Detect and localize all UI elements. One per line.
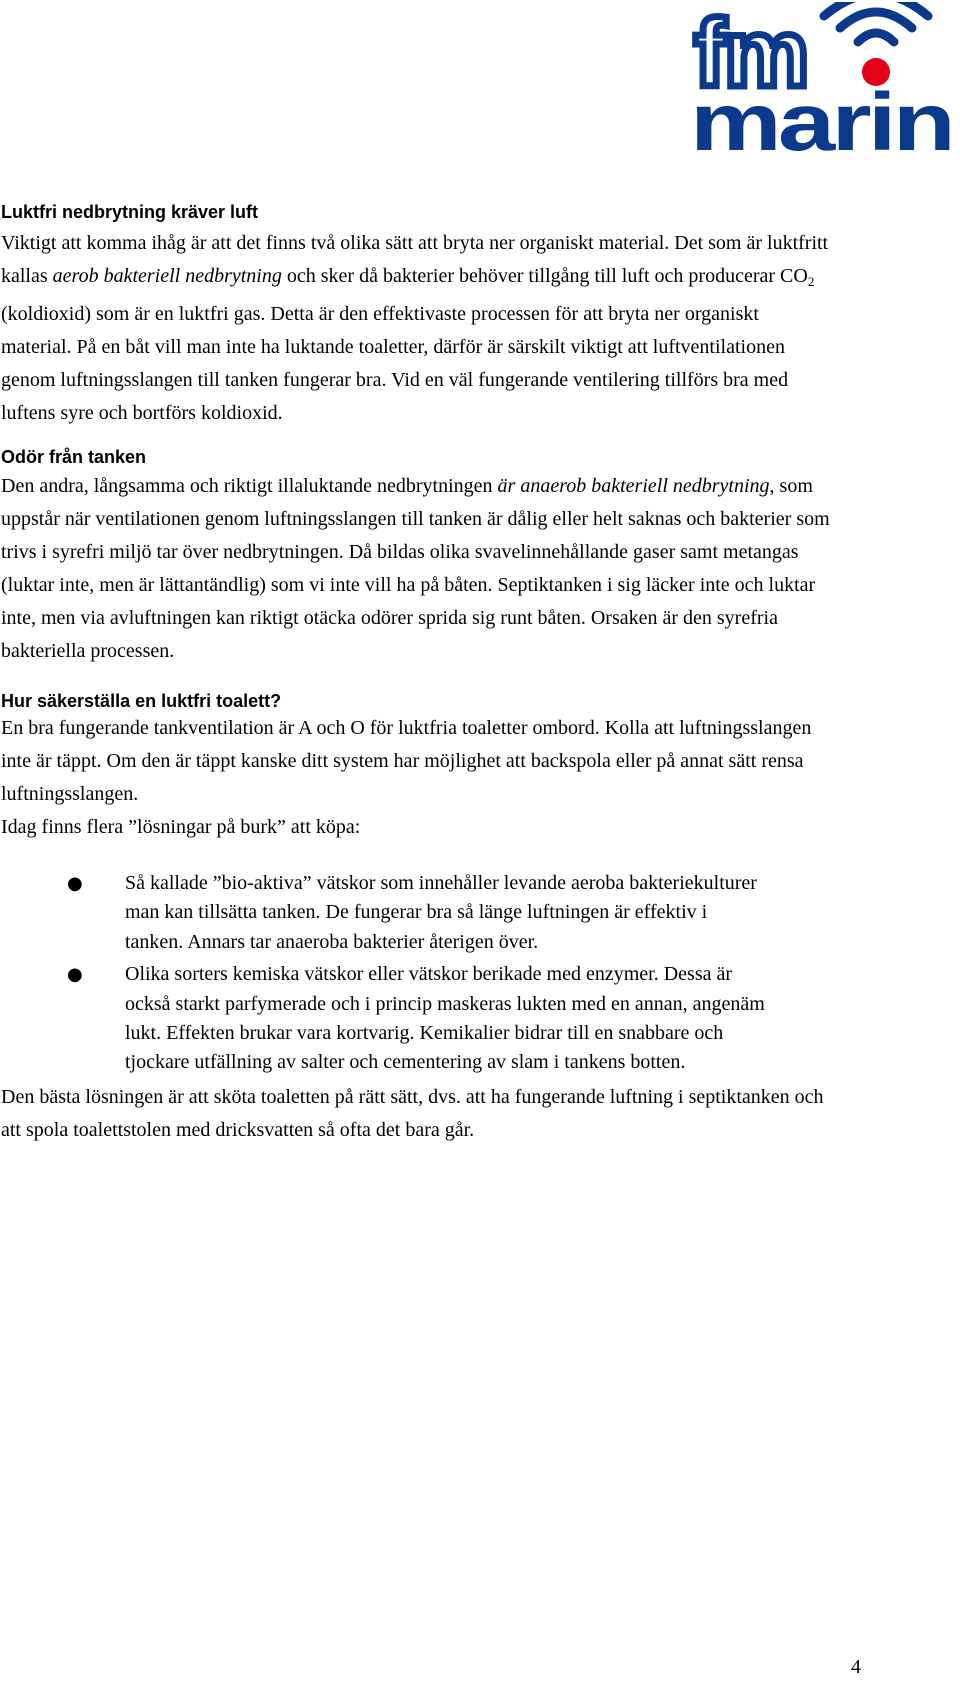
list-item	[1, 960, 765, 1078]
fm-marin-logo-graphic	[690, 2, 954, 158]
document-body	[1, 201, 831, 1147]
emphasis-text: aerob bakteriell nedbrytning	[52, 265, 282, 287]
paragraph: Den bästa lösningen är att sköta toaletten på rätt sätt, dvs. att ha fungerande luftning i septiktanken och att spola toalettstolen med dricksvatten så ofta det bara går.	[1, 1085, 824, 1141]
section-heading: Hur säkerställa en luktfri toalett?	[1, 691, 282, 711]
fm-marin-logo	[690, 2, 954, 158]
section-solution	[1, 690, 831, 1147]
subscript: 2	[807, 274, 815, 289]
paragraph	[1, 227, 831, 430]
logo-text-marin: marin	[690, 77, 952, 158]
text-run: Den andra, långsamma och riktigt illaluktande nedbrytningen	[1, 475, 498, 497]
text-run: och sker då bakterier behöver tillgång till luft och producerar CO	[281, 265, 808, 287]
section-heading: Luktfri nedbrytning kräver luft	[1, 202, 259, 222]
bullet-icon: ●	[67, 964, 83, 986]
list-intro: Idag finns flera ”lösningar på burk” att köpa:	[1, 816, 361, 838]
section-odor	[1, 446, 831, 668]
list-item-text: Olika sorters kemiska vätskor eller vätskor berikade med enzymer. Dessa är också starkt parfymerade och i princip maskeras lukten med en annan, angenäm lukt. Effekten brukar vara kortvarig. Kemikalier bidrar till en snabbare och tjockare utfällning av salter och cementering av slam i tankens botten.	[125, 963, 765, 1074]
signal-waves-icon	[824, 2, 928, 42]
text-run: , som uppstår när ventilationen genom luftningsslangen till tanken är dålig eller helt saknas och bakterier som trivs i syrefri miljö tar över nedbrytningen. Då bildas olika svavelinnehållande gaser samt metangas (luktar inte, men är lättantändlig) som vi inte vill ha på båten. Septiktanken i sig läcker inte och luktar inte, men via avluftningen kan riktigt otäcka odörer sprida sig runt båten. Orsaken är den syrefria bakteriella processen.	[1, 475, 830, 662]
bullet-icon: ●	[67, 873, 83, 894]
page-number: 4	[851, 1656, 861, 1678]
text-run: Viktigt att komma ihåg är att det finns två olika sätt att bryta ner organiskt material. Det som är luktfritt kallas	[1, 232, 829, 287]
logo-text-fm: fm	[694, 2, 808, 107]
paragraph	[1, 470, 831, 668]
emphasis-text: är anaerob bakteriell nedbrytning	[497, 475, 770, 497]
list-item	[1, 869, 765, 957]
solutions-list	[1, 869, 831, 1078]
list-item-text: Så kallade ”bio-aktiva” vätskor som innehåller levande aeroba bakteriekulturer man kan tillsätta tanken. De fungerar bra så länge luftningen är effektiv i tanken. Annars tar anaeroba bakterier återigen över.	[125, 872, 757, 953]
text-run: (koldioxid) som är en luktfri gas. Detta är den effektivaste processen för att bryta ner organiskt material. På en båt vill man inte ha luktande toaletter, därför är särskilt viktigt att luftventilationen genom luftningsslangen till tanken fungerar bra. Vid en väl fungerande ventilering tillförs bra med luftens syre och bortförs koldioxid.	[1, 303, 789, 424]
paragraph: En bra fungerande tankventilation är A och O för luktfria toaletter ombord. Kolla att luftningsslangen inte är täppt. Om den är täppt kanske ditt system har möjlighet att backspola eller på annat sätt rensa luftningsslangen.	[1, 717, 812, 805]
section-heading: Odör från tanken	[1, 447, 147, 467]
section-luktfri	[1, 201, 831, 430]
